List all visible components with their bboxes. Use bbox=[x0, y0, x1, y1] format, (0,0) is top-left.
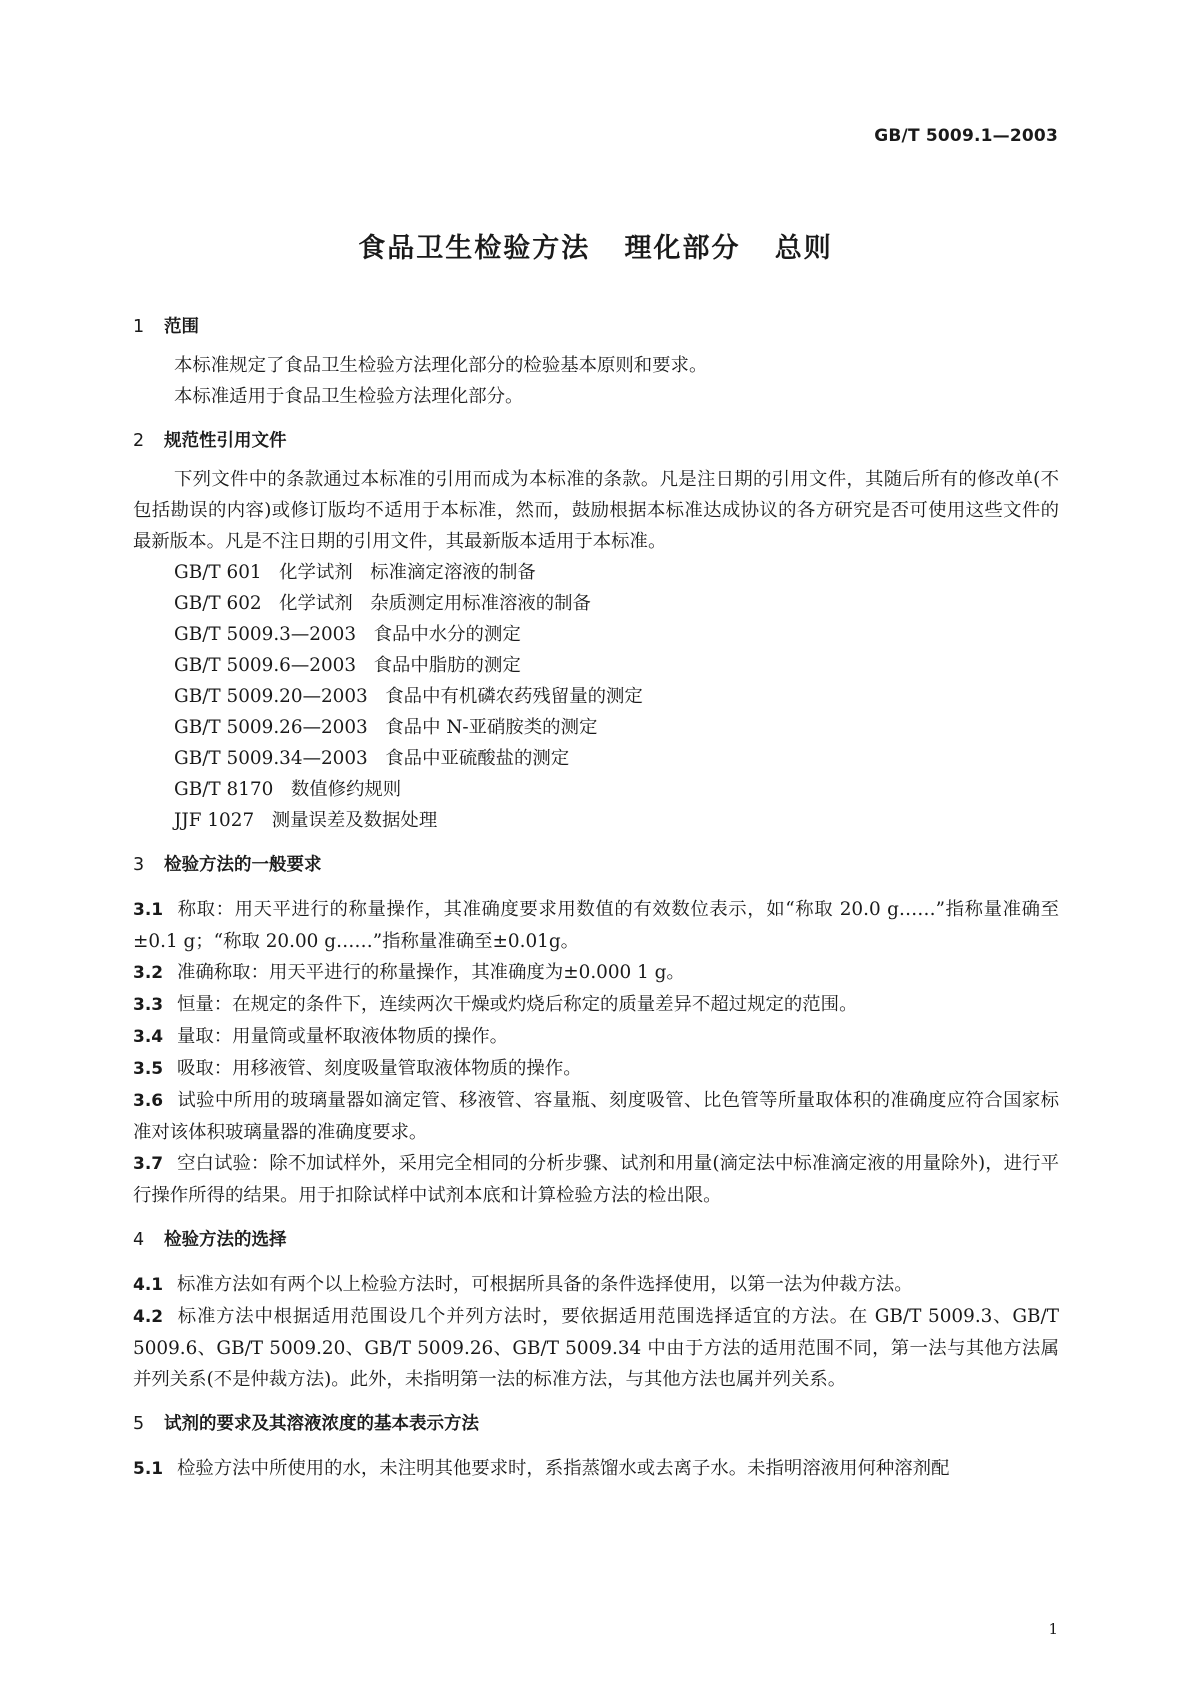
reference-item: GB/T 5009.3—2003 食品中水分的测定 bbox=[174, 624, 521, 645]
section-heading bbox=[133, 426, 1059, 464]
clause bbox=[133, 1148, 1059, 1211]
clause-number: 4.1 bbox=[133, 1275, 164, 1295]
reference-item: GB/T 5009.20—2003 食品中有机磷农药残留量的测定 bbox=[174, 686, 643, 707]
document-title: 食品卫生检验方法 理化部分 总则 bbox=[358, 233, 833, 264]
clause-text: 标准方法中根据适用范围设几个并列方法时，要依据适用范围选择适宜的方法。在 GB/T 5009.3、GB/T 5009.6、GB/T 5009.20、GB/T 5009.26、GB/T 5009.34 中由于方法的适用范围不同，第一法与其他方法属并列关系(不是仲裁方法)。此外，未指明第一法的标准方法，与其他方法也属并列关系。 bbox=[133, 1306, 1059, 1390]
clause-number: 3.6 bbox=[133, 1091, 164, 1111]
section-number: 5 bbox=[133, 1414, 145, 1434]
clause-text: 准确称取：用天平进行的称量操作，其准确度为±0.000 1 g。 bbox=[177, 962, 685, 983]
paragraph: 本标准规定了食品卫生检验方法理化部分的检验基本原则和要求。 bbox=[174, 355, 708, 376]
clause-number: 5.1 bbox=[133, 1459, 164, 1479]
reference-item: GB/T 5009.34—2003 食品中亚硫酸盐的测定 bbox=[174, 748, 570, 769]
clause-number: 3.4 bbox=[133, 1027, 164, 1047]
reference-item: GB/T 601 化学试剂 标准滴定溶液的制备 bbox=[174, 562, 536, 583]
clause-number: 4.2 bbox=[133, 1307, 164, 1327]
reference-item: JJF 1027 测量误差及数据处理 bbox=[174, 810, 438, 831]
standard-number: GB/T 5009.1—2003 bbox=[874, 126, 1058, 146]
section-title: 检验方法的一般要求 bbox=[164, 855, 322, 875]
reference-item: GB/T 602 化学试剂 杂质测定用标准溶液的制备 bbox=[174, 593, 591, 614]
clause-number: 3.5 bbox=[133, 1059, 164, 1079]
clause bbox=[133, 1269, 1059, 1301]
clause bbox=[133, 894, 1059, 957]
section-number: 4 bbox=[133, 1230, 145, 1250]
section-title: 检验方法的选择 bbox=[164, 1230, 287, 1250]
clause bbox=[133, 1453, 1059, 1485]
section-heading bbox=[133, 1409, 1059, 1447]
clause-text: 标准方法如有两个以上检验方法时，可根据所具备的条件选择使用，以第一法为仲裁方法。 bbox=[177, 1274, 913, 1295]
clause-number: 3.7 bbox=[133, 1154, 164, 1174]
clause bbox=[133, 957, 1059, 989]
section-heading bbox=[133, 850, 1059, 888]
clause bbox=[133, 1021, 1059, 1053]
page-number: 1 bbox=[1048, 1620, 1058, 1638]
section-heading bbox=[133, 312, 1059, 350]
clause bbox=[133, 989, 1059, 1021]
clause bbox=[133, 1053, 1059, 1085]
section-title: 试剂的要求及其溶液浓度的基本表示方法 bbox=[164, 1414, 479, 1434]
clause-text: 恒量：在规定的条件下，连续两次干燥或灼烧后称定的质量差异不超过规定的范围。 bbox=[177, 994, 858, 1015]
section-number: 3 bbox=[133, 855, 145, 875]
clause bbox=[133, 1301, 1059, 1395]
section-heading bbox=[133, 1225, 1059, 1263]
section-title: 规范性引用文件 bbox=[164, 431, 287, 451]
clause-text: 检验方法中所使用的水，未注明其他要求时，系指蒸馏水或去离子水。未指明溶液用何种溶剂配 bbox=[177, 1458, 950, 1479]
clause-number: 3.1 bbox=[133, 900, 164, 920]
reference-item: GB/T 8170 数值修约规则 bbox=[174, 779, 402, 800]
paragraph: 本标准适用于食品卫生检验方法理化部分。 bbox=[174, 386, 524, 407]
section-number: 1 bbox=[133, 317, 145, 337]
clause-number: 3.3 bbox=[133, 995, 164, 1015]
clause-number: 3.2 bbox=[133, 963, 164, 983]
clause-text: 称取：用天平进行的称量操作，其准确度要求用数值的有效数位表示，如“称取 20.0 g……”指称量准确至±0.1 g；“称取 20.00 g……”指称量准确至±0.01g。 bbox=[133, 899, 1059, 952]
section-title: 范围 bbox=[164, 317, 199, 337]
section-number: 2 bbox=[133, 431, 145, 451]
document-body bbox=[133, 312, 1059, 1485]
clause-text: 吸取：用移液管、刻度吸量管取液体物质的操作。 bbox=[177, 1058, 582, 1079]
clause-text: 量取：用量筒或量杯取液体物质的操作。 bbox=[177, 1026, 509, 1047]
clause bbox=[133, 1085, 1059, 1148]
reference-item: GB/T 5009.26—2003 食品中 N-亚硝胺类的测定 bbox=[174, 717, 598, 738]
reference-item: GB/T 5009.6—2003 食品中脂肪的测定 bbox=[174, 655, 521, 676]
clause-text: 空白试验：除不加试样外，采用完全相同的分析步骤、试剂和用量(滴定法中标准滴定液的用量除外)，进行平行操作所得的结果。用于扣除试样中试剂本底和计算检验方法的检出限。 bbox=[133, 1153, 1059, 1206]
clause-text: 试验中所用的玻璃量器如滴定管、移液管、容量瓶、刻度吸管、比色管等所量取体积的准确度应符合国家标准对该体积玻璃量器的准确度要求。 bbox=[133, 1090, 1059, 1143]
paragraph: 下列文件中的条款通过本标准的引用而成为本标准的条款。凡是注日期的引用文件，其随后所有的修改单(不包括勘误的内容)或修订版均不适用于本标准，然而，鼓励根据本标准达成协议的各方研究是否可使用这些文件的最新版本。凡是不注日期的引用文件，其最新版本适用于本标准。 bbox=[133, 469, 1059, 552]
